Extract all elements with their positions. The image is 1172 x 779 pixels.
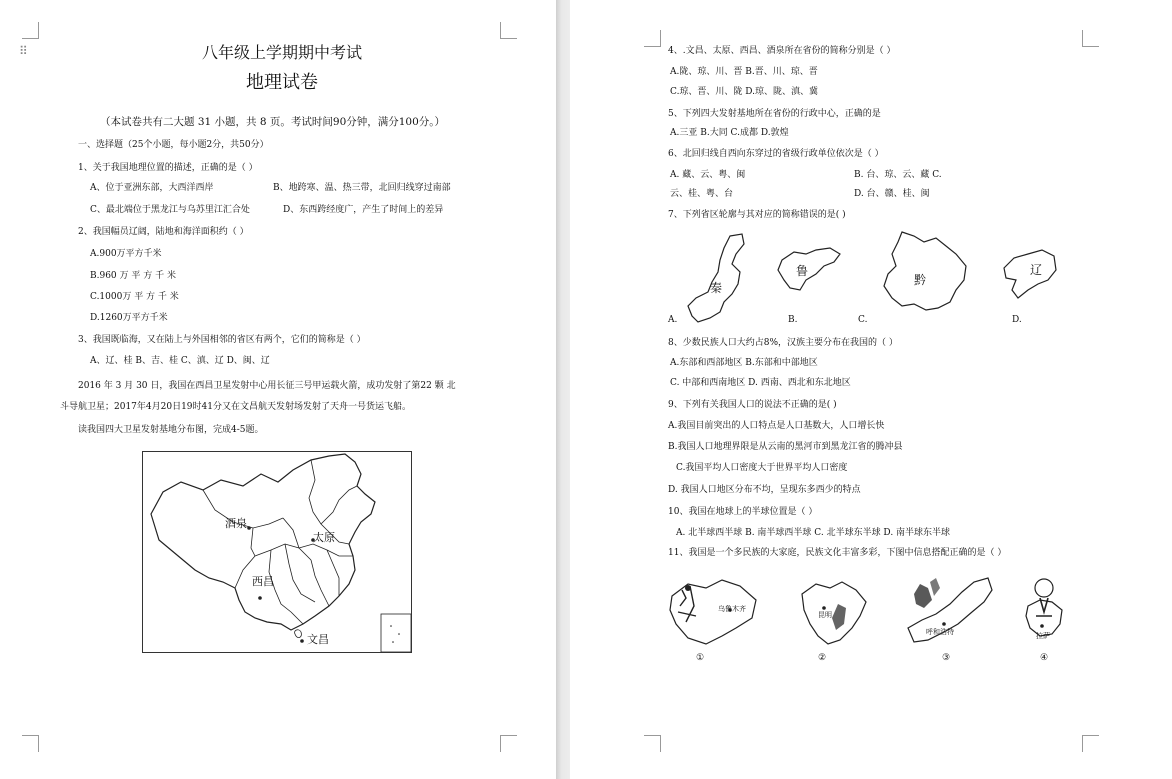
- q6-option-b: B. 台、琼、云、藏 C.: [854, 170, 942, 180]
- q7-label-a: A.: [668, 315, 678, 325]
- q9-stem: 9、下列有关我国人口的说法不正确的是( ): [668, 400, 837, 410]
- map-label-taiyuan: 太原: [313, 531, 335, 544]
- section-heading: 一、选择题（25个小题，每小题2分，共50分）: [78, 140, 269, 150]
- q1-option-b: B、地跨寒、温、热三带，北回归线穿过南部: [273, 183, 451, 193]
- q1-option-c: C、最北端位于黑龙江与乌苏里江汇合处: [90, 205, 250, 215]
- q6-option-c: 云、桂、粤、台: [670, 189, 734, 199]
- figure-1-region-map: [666, 576, 762, 650]
- crop-mark-top-left: [22, 22, 39, 39]
- crop-mark-top-right: [500, 22, 517, 39]
- map-label-jiuquan: 酒泉: [225, 517, 247, 530]
- crop-mark-bottom-left: [644, 735, 661, 752]
- q4-options-row2: C.琼、晋、川、陇 D.琼、陇、滇、冀: [670, 87, 819, 97]
- figure-2-region-map: [794, 578, 874, 650]
- q5-stem: 5、下列四大发射基地所在省份的行政中心，正确的是: [668, 109, 881, 119]
- passage-line-2: 斗导航卫星；2017年4月20日19时41分又在文昌航天发射场发射了天舟一号货运飞船。: [60, 402, 411, 412]
- q7-label-c: C.: [858, 315, 868, 325]
- exam-title: 八年级上学期期中考试: [202, 43, 363, 62]
- shape-label-lu: 鲁: [796, 264, 809, 278]
- q4-options-row1: A.陇、琼、川、晋 B.晋、川、琼、晋: [670, 67, 818, 77]
- q2-option-d: D.1260万平方千米: [90, 313, 168, 323]
- map-label-xichang: 西昌: [252, 575, 274, 588]
- figure-4-city: 拉萨: [1036, 632, 1050, 640]
- q8-options-row1: A.东部和西部地区 B.东部和中部地区: [670, 358, 818, 368]
- q10-stem: 10、我国在地球上的半球位置是（ ）: [668, 507, 818, 517]
- q6-stem: 6、北回归线自西向东穿过的省级行政单位依次是（ ）: [668, 149, 884, 159]
- q9-option-c: C.我国平均人口密度大于世界平均人口密度: [676, 463, 848, 473]
- shandong-outline: [776, 246, 844, 294]
- figure-2-city: 昆明: [818, 611, 832, 619]
- q8-options-row2: C. 中部和西南地区 D. 西南、西北和东北地区: [670, 378, 851, 388]
- q7-label-d: D.: [1012, 315, 1022, 325]
- q2-option-c: C.1000万 平 方 千 米: [90, 292, 179, 302]
- q4-stem: 4、.文昌、太原、西昌、酒泉所在省份的简称分别是（ ）: [668, 46, 896, 56]
- q9-option-a: A.我国目前突出的人口特点是人口基数大，人口增长快: [668, 421, 885, 431]
- q7-label-b: B.: [788, 315, 798, 325]
- q2-stem: 2、我国幅员辽阔，陆地和海洋面积约（ ）: [78, 227, 249, 237]
- crop-mark-bottom-right: [1082, 735, 1099, 752]
- document-page-right: [570, 0, 1172, 779]
- figure-1-number: ①: [696, 653, 705, 663]
- page-gutter: [556, 0, 570, 779]
- crop-mark-bottom-left: [22, 735, 39, 752]
- crop-mark-bottom-right: [500, 735, 517, 752]
- q11-stem: 11、我国是一个多民族的大家庭，民族文化丰富多彩，下图中信息搭配正确的是（ ）: [668, 548, 1007, 558]
- china-map-outline: [143, 452, 411, 652]
- shape-label-qin: 秦: [710, 281, 723, 295]
- shape-label-qian: 黔: [914, 273, 927, 287]
- map-label-wenchang: 文昌: [307, 633, 329, 646]
- q6-option-a: A. 藏、云、粤、闽: [670, 170, 746, 180]
- q9-option-b: B.我国人口地理界限是从云南的黑河市到黑龙江省的腾冲县: [668, 442, 903, 452]
- q1-stem: 1、关于我国地理位置的描述，正确的是（ ）: [78, 163, 258, 173]
- q10-options: A. 北半球西半球 B. 南半球西半球 C. 北半球东半球 D. 南半球东半球: [676, 528, 951, 538]
- figure-2-number: ②: [818, 653, 827, 663]
- q1-option-d: D、东西跨经度广，产生了时间上的差异: [283, 205, 444, 215]
- q3-options: A、辽、桂 B、吉、桂 C、滇、辽 D、闽、辽: [90, 356, 270, 366]
- passage-line-1: 2016 年 3 月 30 日，我国在西昌卫星发射中心用长征三号甲运载火箭，成功发射了第22 颗 北: [78, 381, 456, 391]
- q2-option-b: B.960 万 平 方 千 米: [90, 271, 176, 281]
- q5-options: A.三亚 B.大同 C.成都 D.敦煌: [670, 128, 789, 138]
- figure-3-city: 呼和浩特: [926, 628, 954, 636]
- q3-stem: 3、我国既临海，又在陆上与外国相邻的省区有两个，它们的简称是（ ）: [78, 335, 366, 345]
- crop-mark-top-right: [1082, 30, 1099, 47]
- launch-site-map: [142, 451, 412, 653]
- drag-handle-icon[interactable]: ⠿: [19, 44, 26, 58]
- shaanxi-outline: [684, 232, 754, 324]
- q1-option-a: A、位于亚洲东部，大西洋西岸: [90, 183, 214, 193]
- liaoning-outline: [998, 246, 1060, 302]
- shape-label-liao: 辽: [1030, 263, 1043, 277]
- q8-stem: 8、少数民族人口大约占8%，汉族主要分布在我国的（ ）: [668, 338, 898, 348]
- guizhou-outline: [880, 228, 970, 314]
- figure-3-number: ③: [942, 653, 951, 663]
- figure-4-number: ④: [1040, 653, 1049, 663]
- q9-option-d: D. 我国人口地区分布不均，呈现东多西少的特点: [668, 485, 861, 495]
- passage-line-3: 读我国四大卫星发射基地分布图，完成4-5题。: [78, 425, 264, 435]
- q6-option-d: D. 台、赣、桂、闽: [854, 189, 930, 199]
- figure-1-city: 乌鲁木齐: [718, 605, 746, 613]
- crop-mark-top-left: [644, 30, 661, 47]
- exam-info: （本试卷共有二大题 31 小题，共 8 页。考试时间90分钟，满分100分。）: [100, 116, 446, 128]
- exam-subtitle: 地理试卷: [246, 72, 318, 93]
- q7-stem: 7、下列省区轮廓与其对应的简称错误的是( ): [668, 210, 846, 220]
- q2-option-a: A.900万平方千米: [90, 249, 162, 259]
- document-page-left: [0, 0, 556, 779]
